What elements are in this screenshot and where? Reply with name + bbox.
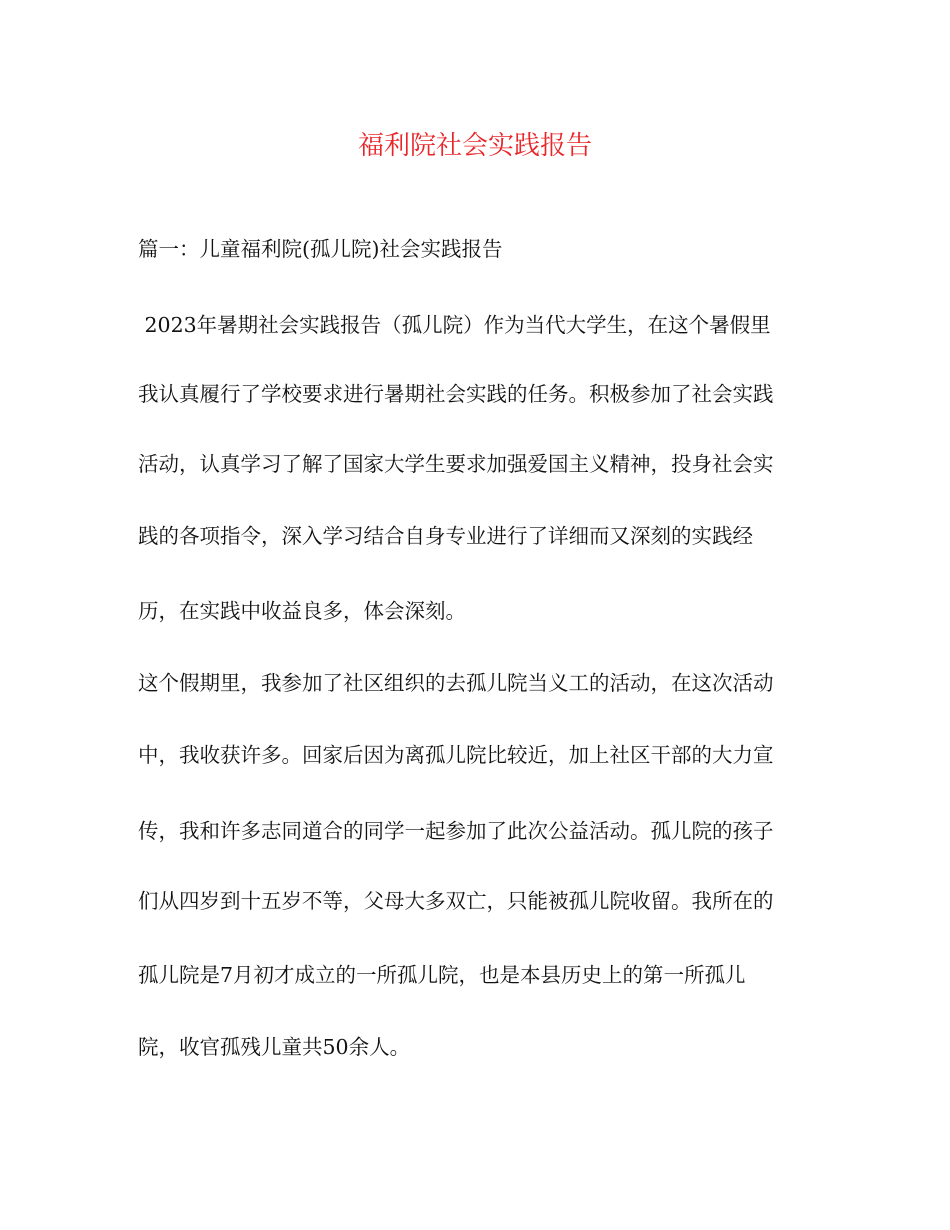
document-title: 福利院社会实践报告	[357, 131, 592, 161]
paragraph-line: 活动，认真学习了解了国家大学生要求加强爱国主义精神，投身社会实	[138, 452, 774, 476]
paragraph-line: 孤儿院是7月初才成立的一所孤儿院，也是本县历史上的第一所孤儿	[138, 963, 746, 987]
paragraph-line: 传，我和许多志同道合的同学一起参加了此次公益活动。孤儿院的孩子	[138, 819, 774, 843]
paragraph-line: 历，在实践中收益良多，体会深刻。	[138, 599, 466, 623]
section-heading: 篇一：儿童福利院(孤儿院)社会实践报告	[138, 237, 503, 261]
paragraph-line: 2023年暑期社会实践报告（孤儿院）作为当代大学生，在这个暑假里	[138, 313, 771, 337]
paragraph-line: 我认真履行了学校要求进行暑期社会实践的任务。积极参加了社会实践	[138, 382, 774, 406]
paragraph-line: 践的各项指令，深入学习结合自身专业进行了详细而又深刻的实践经	[138, 524, 753, 548]
paragraph-line: 们从四岁到十五岁不等，父母大多双亡，只能被孤儿院收留。我所在的	[138, 889, 774, 913]
paragraph-line: 这个假期里，我参加了社区组织的去孤儿院当义工的活动，在这次活动	[138, 671, 774, 695]
paragraph-line: 中，我收获许多。回家后因为离孤儿院比较近，加上社区干部的大力宣	[138, 743, 774, 767]
paragraph-line: 院，收官孤残儿童共50余人。	[138, 1035, 411, 1059]
